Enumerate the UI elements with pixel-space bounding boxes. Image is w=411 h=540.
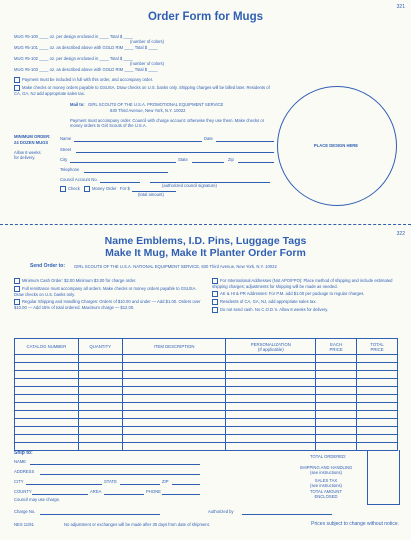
table-cell[interactable] [316, 387, 357, 395]
col-item-description: ITEM DESCRIPTION [122, 339, 226, 355]
check-option[interactable]: Check [60, 186, 80, 192]
table-cell[interactable] [122, 395, 226, 403]
ship-phone-label: PHONE [146, 489, 161, 494]
table-cell[interactable] [78, 403, 122, 411]
table-cell[interactable] [15, 411, 79, 419]
table-header-row [15, 339, 398, 355]
checks-note: Make checks or money orders payable to GSUSA. Draw checks on U.S. banks only. Shipping charges will be billed later. Residents of CA, GA, NJ add appropriate sales tax. [14, 85, 270, 96]
council-account-field[interactable] [100, 182, 140, 183]
ship-area-label: AREA [90, 489, 102, 494]
zip-field[interactable] [238, 162, 274, 163]
totals-box[interactable] [367, 450, 400, 505]
table-row [15, 387, 398, 395]
table-cell[interactable] [78, 419, 122, 427]
table-cell[interactable] [122, 355, 226, 363]
table-cell[interactable] [122, 419, 226, 427]
table-cell[interactable] [316, 395, 357, 403]
bullet-box [14, 278, 20, 284]
council-account-label: Council Account No. [60, 177, 98, 182]
check-checkbox[interactable] [60, 186, 66, 192]
street-label: Street [60, 147, 72, 152]
table-cell[interactable] [357, 395, 398, 403]
table-cell[interactable] [122, 387, 226, 395]
table-cell[interactable] [15, 371, 79, 379]
table-cell[interactable] [15, 427, 79, 435]
charge-no-label: Charge No. [14, 509, 36, 514]
table-cell[interactable] [226, 427, 316, 435]
price-change-note: Prices subject to change without notice. [311, 521, 399, 527]
mug-line-3: MUG #5-102 ____ oz. per design enclosed in ____ Total $ ____ [14, 56, 133, 61]
table-cell[interactable] [122, 379, 226, 387]
table-cell[interactable] [316, 363, 357, 371]
instruction-shipping: Regular Shipping and Handling Charges: Orders of $10.00 and under — Add $1.00. Orders over $10.00 — Add 15% of total ordered. Maximum charge — $12.00. [14, 299, 201, 310]
table-cell[interactable] [226, 443, 316, 451]
ship-state-field[interactable] [120, 484, 160, 485]
min-order-1: MINIMUM ORDER: [14, 134, 51, 139]
ship-city-label: CITY [14, 479, 24, 484]
money-order-checkbox[interactable] [84, 186, 90, 192]
table-cell[interactable] [122, 443, 226, 451]
total-ordered-label: TOTAL ORDERED: [310, 454, 347, 459]
state-field[interactable] [192, 162, 224, 163]
bullet-box [212, 307, 218, 313]
send-order-address: GIRL SCOUTS OF THE U.S.A. NATIONAL EQUIPMENT SERVICE, 830 Third Avenue, New York, N.Y. 10022 [74, 264, 277, 269]
ship-county-field[interactable] [32, 494, 88, 495]
table-cell[interactable] [226, 403, 316, 411]
table-cell[interactable] [316, 371, 357, 379]
shipping-handling-label: SHIPPING AND HANDLING (see instructions) [299, 465, 353, 475]
ship-address-field[interactable] [40, 474, 200, 475]
table-cell[interactable] [316, 403, 357, 411]
table-cell[interactable] [122, 403, 226, 411]
ship-address-label: ADDRESS [14, 469, 35, 474]
table-cell[interactable] [78, 395, 122, 403]
state-label: State [178, 157, 188, 162]
table-cell[interactable] [357, 435, 398, 443]
table-cell[interactable] [78, 363, 122, 371]
instruction-ak-hi-pr: AK & HI & PR Addresses: For P.M. add $1.00 per package to regular charges. [212, 291, 400, 297]
mug-line-1: MUG #5-100 ____ oz. per design enclosed in ____ Total $ ____ [14, 34, 133, 39]
table-cell[interactable] [226, 435, 316, 443]
mail-to-line-2: 830 Third Avenue, New York, N.Y. 10022 [110, 108, 186, 113]
city-label: City [60, 157, 68, 162]
instruction-international: For International Addresses (Not APO/FPO): Place method of shipping and include estimated shipping charges; adjustments for shipping will be made as needed. [212, 278, 393, 289]
min-order-2: 24 DOZEN MUGS [14, 140, 49, 145]
table-cell[interactable] [15, 395, 79, 403]
ship-state-label: STATE [104, 479, 117, 484]
for-amount-label: For $ [120, 186, 130, 191]
table-cell[interactable] [357, 387, 398, 395]
allow-weeks-2: for delivery. [14, 155, 36, 160]
table-cell[interactable] [78, 411, 122, 419]
table-cell[interactable] [15, 387, 79, 395]
table-row [15, 403, 398, 411]
ship-zip-field[interactable] [172, 484, 200, 485]
emblems-title-line-2: Make It Mug, Make It Planter Order Form [105, 247, 306, 259]
table-row [15, 395, 398, 403]
right-instructions [212, 278, 400, 313]
table-cell[interactable] [226, 395, 316, 403]
ship-to-label: Ship to: [14, 450, 33, 456]
table-cell[interactable] [226, 419, 316, 427]
total-enclosed-label: TOTAL AMOUNT ENCLOSED [309, 489, 343, 499]
charge-no-field[interactable] [40, 514, 160, 515]
table-cell[interactable] [78, 435, 122, 443]
total-amount-note: (total amount) [138, 192, 164, 197]
table-cell[interactable] [226, 411, 316, 419]
table-cell[interactable] [122, 371, 226, 379]
ship-county-label: COUNTY [14, 489, 32, 494]
table-cell[interactable] [357, 403, 398, 411]
name-field[interactable] [74, 141, 202, 142]
table-cell[interactable] [316, 355, 357, 363]
instruction-no-cash: Do not send cash. No C.O.D.'s. Allow 6 weeks for delivery. [212, 307, 400, 313]
date-label: Date [204, 136, 213, 141]
table-row [15, 443, 398, 451]
page-number-top: 321 [396, 4, 405, 10]
cut-line [0, 224, 411, 225]
page-number-bottom: 322 [396, 231, 405, 237]
table-cell[interactable] [316, 443, 357, 451]
ship-phone-field[interactable] [162, 494, 200, 495]
table-cell[interactable] [357, 427, 398, 435]
bullet-box [14, 77, 20, 83]
col-personalization: PERSONALIZATION (If applicable) [226, 339, 316, 355]
authorized-by-field[interactable] [242, 514, 332, 515]
table-cell[interactable] [78, 355, 122, 363]
bullet-box [212, 291, 218, 297]
col-total-price: TOTAL PRICE [357, 339, 398, 355]
signature-note: (authorized council signature) [162, 183, 217, 188]
col-each-price: EACH PRICE [316, 339, 357, 355]
table-row [15, 411, 398, 419]
payment-instructions: Payment must accompany order. Council with charge account: otherwise they use them. Make checks or money orders to Girl Scouts of the U.S.A. [70, 118, 265, 128]
table-cell[interactable] [78, 427, 122, 435]
zip-label: Zip [228, 157, 234, 162]
send-order-label: Send Order to: [30, 263, 66, 269]
table-cell[interactable] [15, 379, 79, 387]
table-cell[interactable] [15, 435, 79, 443]
table-cell[interactable] [78, 443, 122, 451]
mug-line-2: MUG #5-101 ____ oz. as described above with GOLD RIM ____ Total $ ____ [14, 45, 158, 50]
colors-note-1: (number of colors) [130, 39, 164, 44]
table-row [15, 371, 398, 379]
table-cell[interactable] [78, 379, 122, 387]
table-cell[interactable] [122, 363, 226, 371]
name-label: Name [60, 136, 72, 141]
table-cell[interactable] [357, 363, 398, 371]
table-cell[interactable] [226, 355, 316, 363]
table-row [15, 419, 398, 427]
date-field[interactable] [216, 141, 274, 142]
instruction-min-order: Minimum Cash Order: $2.00 Minimum $3.00 for charge order. [14, 278, 202, 284]
table-cell[interactable] [357, 379, 398, 387]
order-table [14, 338, 398, 451]
colors-note-2: (number of colors) [130, 61, 164, 66]
mug-line-4: MUG #5-103 ____ oz. as described above with GOLD RIM ____ Total $ ____ [14, 67, 158, 72]
mail-to-label: Mail to: [70, 102, 85, 107]
mail-to-line-1: GIRL SCOUTS OF THE U.S.A. PROMOTIONAL EQUIPMENT SERVICE [88, 102, 224, 107]
table-cell[interactable] [316, 435, 357, 443]
table-cell[interactable] [226, 379, 316, 387]
bullet-box [212, 299, 218, 305]
col-catalog-number: CATALOG NUMBER [15, 339, 79, 355]
authorized-by-label: Authorized by [208, 509, 234, 514]
table-cell[interactable] [357, 419, 398, 427]
table-cell[interactable] [122, 427, 226, 435]
table-cell[interactable] [316, 411, 357, 419]
street-field[interactable] [76, 152, 274, 153]
table-row [15, 363, 398, 371]
table-cell[interactable] [15, 355, 79, 363]
table-cell[interactable] [15, 403, 79, 411]
table-row [15, 355, 398, 363]
money-order-option[interactable]: Money Order [84, 186, 116, 192]
payment-note: Payment must be included in full with this order, and accompany order. [14, 77, 153, 83]
table-cell[interactable] [226, 371, 316, 379]
table-row [15, 427, 398, 435]
telephone-field[interactable] [84, 172, 168, 173]
sales-tax-label: SALES TAX (see instructions) [310, 478, 342, 488]
table-cell[interactable] [316, 419, 357, 427]
col-quantity: QUANTITY [78, 339, 122, 355]
left-instructions [14, 278, 202, 310]
table-cell[interactable] [357, 371, 398, 379]
place-design-label: PLACE DESIGN HERE [313, 143, 359, 148]
table-cell[interactable] [316, 427, 357, 435]
instruction-remittance: Full remittance must accompany all orders. Make checks or money orders payable to GSUSA. Draw checks on U.S. banks only. [14, 286, 197, 297]
table-row [15, 435, 398, 443]
table-cell[interactable] [15, 419, 79, 427]
ship-name-label: NAME [14, 459, 27, 464]
table-cell[interactable] [122, 411, 226, 419]
mugs-form-title: Order Form for Mugs [147, 11, 263, 23]
table-cell[interactable] [226, 363, 316, 371]
city-field[interactable] [70, 162, 176, 163]
ship-area-field[interactable] [104, 494, 144, 495]
table-cell[interactable] [357, 411, 398, 419]
table-cell[interactable] [78, 387, 122, 395]
table-cell[interactable] [122, 435, 226, 443]
table-cell[interactable] [316, 379, 357, 387]
table-cell[interactable] [78, 371, 122, 379]
adjustment-note: No adjustment or exchanges will be made after 30 days from date of shipment. [64, 522, 210, 527]
ship-name-field[interactable] [30, 464, 200, 465]
allow-weeks-1: Allow 6 weeks [14, 150, 41, 155]
council-charge-note: Council may use charge. [14, 497, 61, 502]
telephone-label: Telephone [60, 167, 80, 172]
emblems-title-line-1: Name Emblems, I.D. Pins, Luggage Tags [104, 235, 307, 247]
table-row [15, 379, 398, 387]
ship-city-field[interactable] [26, 484, 102, 485]
table-cell[interactable] [357, 355, 398, 363]
form-code: NES 11/81 [14, 522, 34, 527]
table-cell[interactable] [15, 363, 79, 371]
ship-zip-label: ZIP [162, 479, 169, 484]
table-cell[interactable] [226, 387, 316, 395]
instruction-sales-tax: Residents of CA, GA, NJ, add appropriate sales tax. [212, 299, 400, 305]
